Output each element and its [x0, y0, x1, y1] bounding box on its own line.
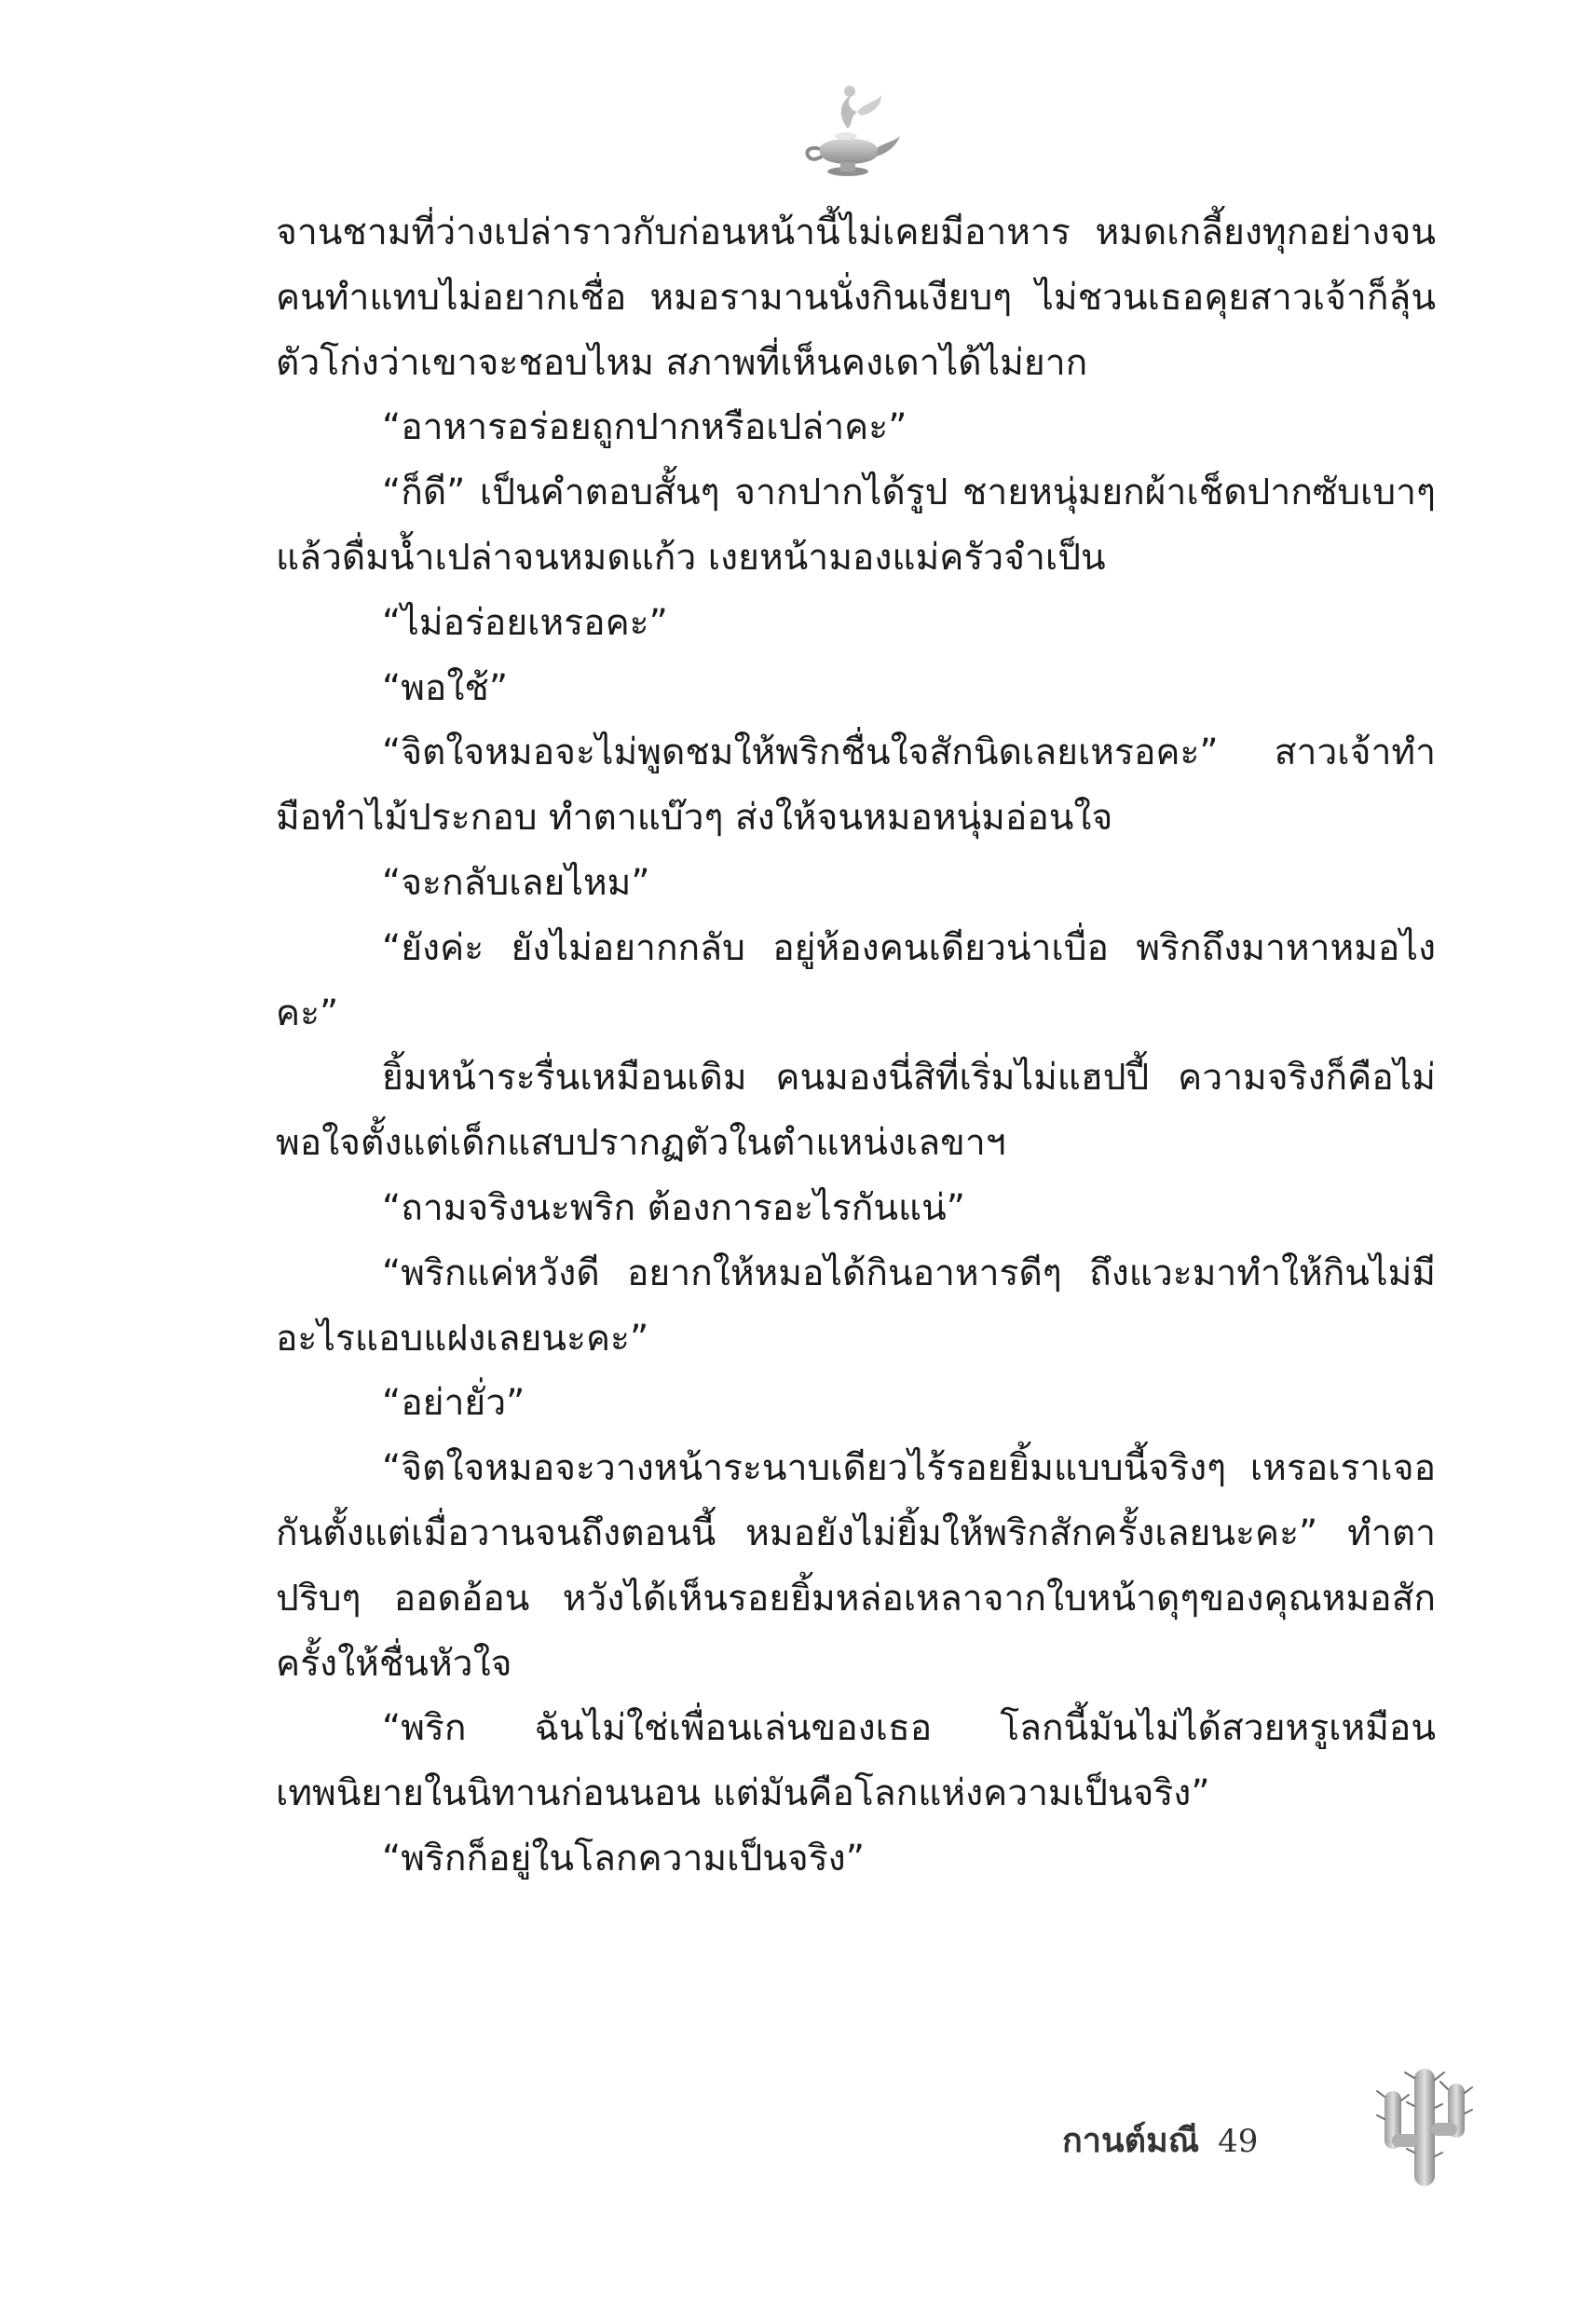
page-footer	[1062, 2113, 1258, 2169]
paragraph: “ก็ดี” เป็นคำตอบสั้นๆ จากปากได้รูป ชายหนุ่มยกผ้าเช็ดปากซับเบาๆ แล้วดื่มน้ำเปล่าจนหมดแก้ว เงยหน้ามองแม่ครัวจำเป็น	[276, 472, 1436, 579]
paragraph: “พอใช้”	[382, 666, 509, 709]
paragraph: “ยังค่ะ ยังไม่อยากกลับ อยู่ห้องคนเดียวน่าเบื่อ พริกถึงมาหาหมอไงคะ”	[276, 926, 1436, 1034]
body-text	[276, 200, 1436, 1892]
paragraph: “ถามจริงนะพริก ต้องการอะไรกันแน่”	[382, 1186, 965, 1229]
paragraph: “อย่ายั่ว”	[382, 1382, 525, 1425]
paragraph: “จิตใจหมอจะวางหน้าระนาบเดียวไร้รอยยิ้มแบบนี้จริงๆ เหรอเราเจอกันตั้งแต่เมื่อวานจนถึงตอนนี้ หมอยังไม่ยิ้มให้พริกสักครั้งเลยนะคะ” ทำตาปริบๆ ออดอ้อน หวังได้เห็นรอยยิ้มหล่อเหลาจากใบหน้าดุๆของคุณหมอสักครั้งให้ชื่นหัวใจ	[276, 1447, 1436, 1685]
paragraph: “จิตใจหมอจะไม่พูดชมให้พริกชื่นใจสักนิดเลยเหรอคะ” สาวเจ้าทำมือทำไม้ประกอบ ทำตาแบ๊วๆ ส่งให้จนหมอหนุ่มอ่อนใจ	[276, 732, 1436, 840]
paragraph: ยิ้มหน้าระรื่นเหมือนเดิม คนมองนี่สิที่เริ่มไม่แฮปปี้ ความจริงก็คือไม่พอใจตั้งแต่เด็กแสบปรากฏตัวในตำแหน่งเลขาฯ	[276, 1057, 1436, 1165]
paragraph: “จะกลับเลยไหม”	[382, 861, 650, 904]
author-name: กานต์มณี	[1062, 2121, 1200, 2160]
cactus-icon	[1368, 2059, 1480, 2190]
paragraph: “พริกแค่หวังดี อยากให้หมอได้กินอาหารดีๆ ถึงแวะมาทำให้กินไม่มีอะไรแอบแฝงเลยนะคะ”	[276, 1251, 1436, 1360]
paragraph: “พริกก็อยู่ในโลกความเป็นจริง”	[382, 1837, 865, 1880]
paragraph: “ไม่อร่อยเหรอคะ”	[382, 601, 668, 644]
paragraph: จานชามที่ว่างเปล่าราวกับก่อนหน้านี้ไม่เคยมีอาหาร หมดเกลี้ยงทุกอย่างจนคนทำแทบไม่อยากเชื่อ หมอรามานนั่งกินเงียบๆ ไม่ชวนเธอคุยสาวเจ้าก็ลุ้นตัวโก่งว่าเขาจะชอบไหม สภาพที่เห็นคงเดาได้ไม่ยาก	[276, 212, 1436, 384]
paragraph: “อาหารอร่อยถูกปากหรือเปล่าคะ”	[382, 406, 907, 449]
magic-lamp-icon	[792, 75, 904, 186]
page-number: 49	[1218, 2123, 1259, 2160]
paragraph: “พริก ฉันไม่ใช่เพื่อนเล่นของเธอ โลกนี้มันไม่ได้สวยหรูเหมือนเทพนิยายในนิทานก่อนนอน แต่มันคือโลกแห่งความเป็นจริง”	[276, 1707, 1436, 1815]
